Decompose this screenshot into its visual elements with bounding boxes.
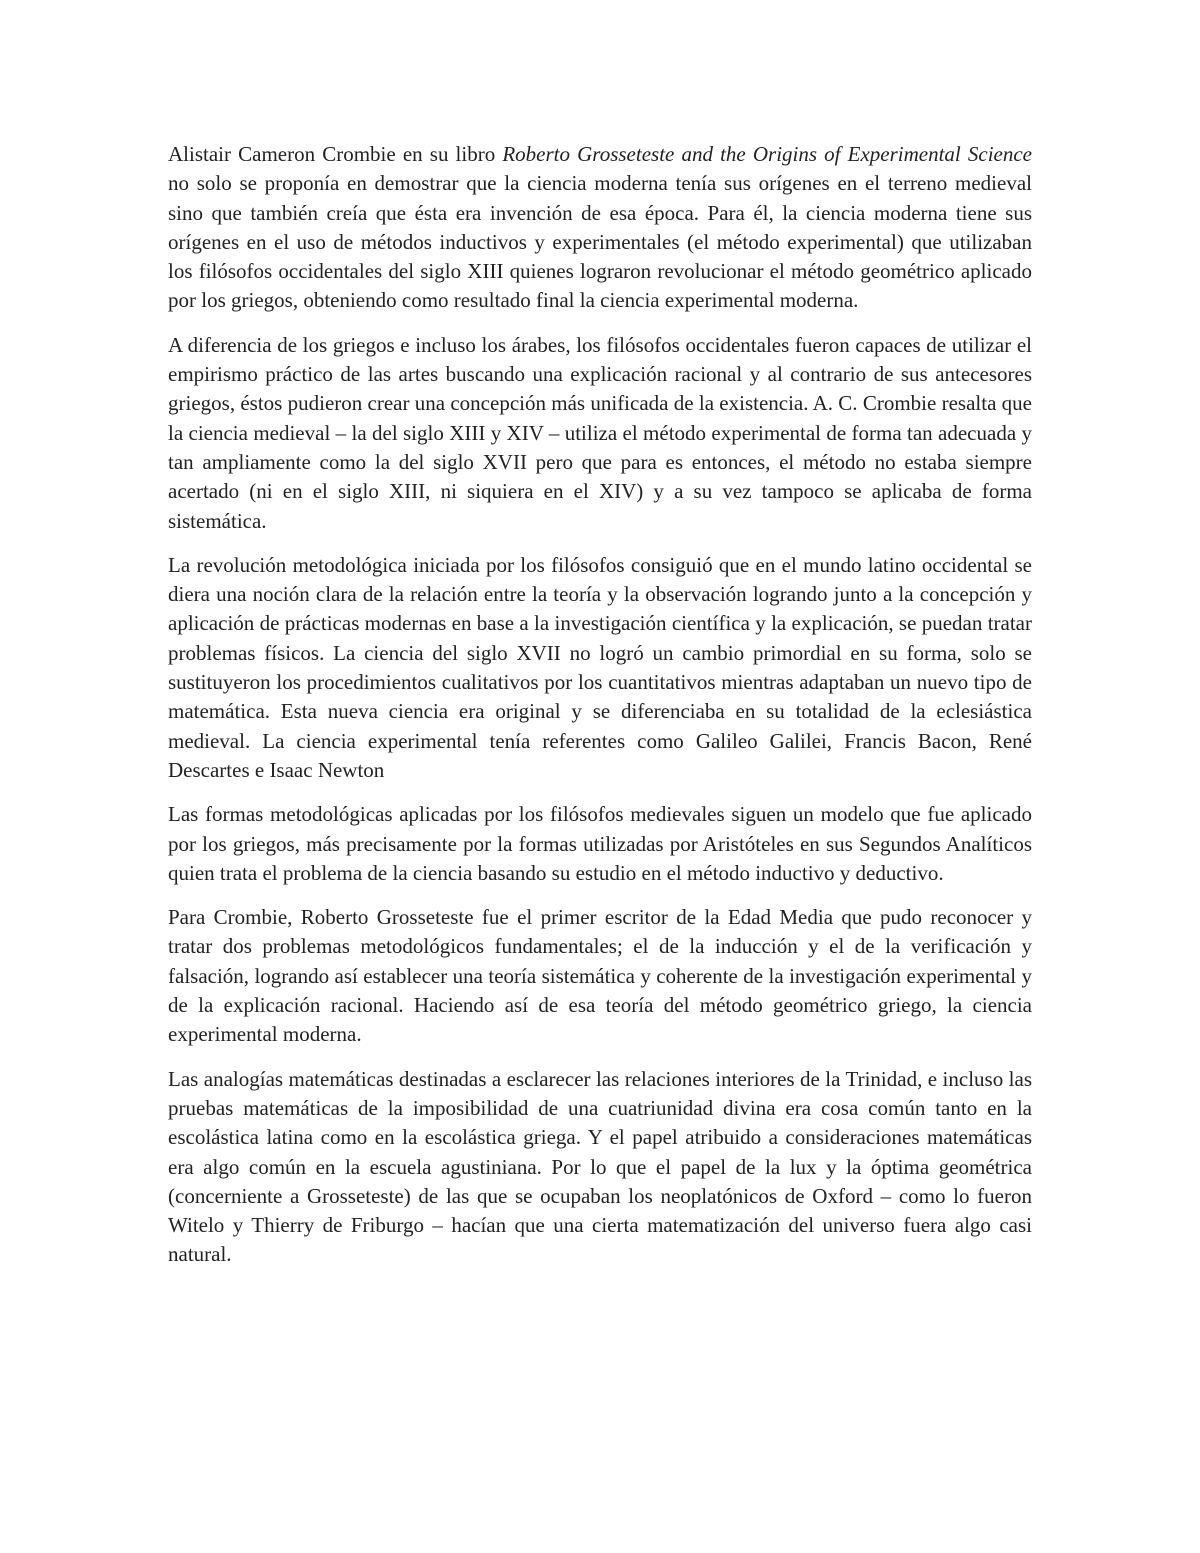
paragraph-2: A diferencia de los griegos e incluso los árabes, los filósofos occidentales fueron capaces de utilizar el empirismo práctico de las artes buscando una explicación racional y al contrario de sus antecesores griegos, éstos pudieron crear una concepción más unificada de la existencia. A. C. Crombie resalta que la ciencia medieval – la del siglo XIII y XIV – utiliza el método experimental de forma tan adecuada y tan ampliamente como la del siglo XVII pero que para es entonces, el método no estaba siempre acertado (ni en el siglo XIII, ni siquiera en el XIV) y a su vez tampoco se aplicaba de forma sistemática. [168,332,1032,533]
paragraph-3: La revolución metodológica iniciada por los filósofos consiguió que en el mundo latino occidental se diera una noción clara de la relación entre la teoría y la observación logrando junto a la concepción y aplicación de prácticas modernas en base a la investigación científica y la explicación, se puedan tratar problemas físicos. La ciencia del siglo XVII no logró un cambio primordial en su forma, solo se sustituyeron los procedimientos cualitativos por los cuantitativos mientras adaptaban un nuevo tipo de matemática. Esta nueva ciencia era original y se diferenciaba en su totalidad de la eclesiástica medieval. La ciencia experimental tenía referentes como Galileo Galilei, Francis Bacon, René Descartes e Isaac Newton [168,552,1032,782]
paragraph-1-lead: Alistair Cameron Crombie en su libro [168,142,503,166]
paragraph-6: Las analogías matemáticas destinadas a esclarecer las relaciones interiores de la Trinidad, e incluso las pruebas matemáticas de la imposibilidad de una cuatriunidad divina era cosa común tanto en la escolástica latina como en la escolástica griega. Y el papel atribuido a consideraciones matemáticas era algo común en la escuela agustiniana. Por lo que el papel de la lux y la óptima geométrica (concerniente a Grosseteste) de las que se ocupaban los neoplatónicos de Oxford – como lo fueron Witelo y Thierry de Friburgo – hacían que una cierta matematización del universo fuera algo casi natural. [168,1066,1032,1267]
paragraph-5: Para Crombie, Roberto Grosseteste fue el primer escritor de la Edad Media que pudo reconocer y tratar dos problemas metodológicos fundamentales; el de la inducción y el de la verificación y falsación, logrando así establecer una teoría sistemática y coherente de la investigación experimental y de la explicación racional. Haciendo así de esa teoría del método geométrico griego, la ciencia experimental moderna. [168,905,1032,1047]
book-title: Roberto Grosseteste and the Origins of Experimental Science [502,142,1032,166]
paragraph-1-rest: no solo se proponía en demostrar que la ciencia moderna tenía sus orígenes en el terreno medieval sino que también creía que ésta era invención de esa época. Para él, la ciencia moderna tiene sus orígenes en el uso de métodos inductivos y experimentales (el método experimental) que utilizaban los filósofos occidentales del siglo XIII quienes lograron revolucionar el método geométrico aplicado por los griegos, obteniendo como resultado final la ciencia experimental moderna. [168,171,1032,313]
paragraph-1 [168,140,1032,316]
paragraph-4: Las formas metodológicas aplicadas por los filósofos medievales siguen un modelo que fue aplicado por los griegos, más precisamente por la formas utilizadas por Aristóteles en sus Segundos Analíticos quien trata el problema de la ciencia basando su estudio en el método inductivo y deductivo. [168,802,1032,885]
document-body [168,140,1032,1285]
